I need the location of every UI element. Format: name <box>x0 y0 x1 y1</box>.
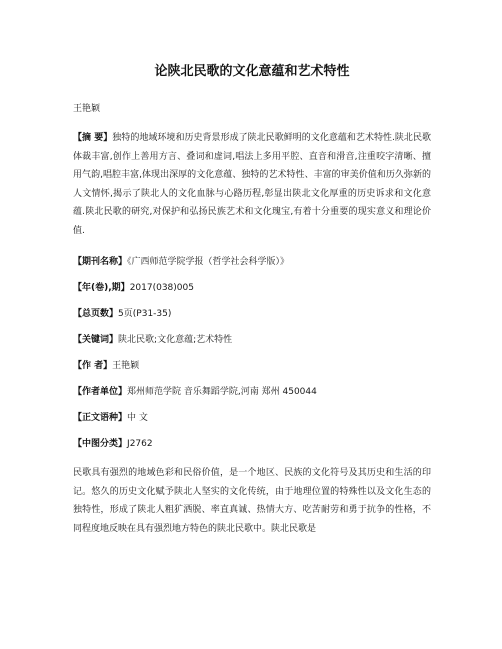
field-label: 【 正文语种 】 <box>73 413 127 423</box>
field-value: 中 文 <box>127 413 148 423</box>
field-label: 【 中图分类 】 <box>73 439 127 449</box>
field-value: 王艳颖 <box>112 361 140 371</box>
field-author <box>73 359 431 373</box>
field-value: 5页(P31-35) <box>118 309 172 319</box>
field-label: 【 作 者 】 <box>73 361 112 371</box>
field-label: 【 作者单位 】 <box>73 387 127 397</box>
field-label: 【 年(卷),期 】 <box>73 283 130 293</box>
article-title: 论陕北民歌的文化意蕴和艺术特性 <box>154 64 350 79</box>
field-journal <box>73 255 431 269</box>
field-language <box>73 411 431 425</box>
field-value: J2762 <box>127 439 153 449</box>
field-keywords <box>73 333 431 347</box>
field-label: 【 关键词 】 <box>73 335 118 345</box>
field-volume-issue <box>73 281 431 295</box>
field-value: 2017(038)005 <box>129 283 194 293</box>
field-classification <box>73 437 431 451</box>
field-value: 陕北民歌;文化意蕴;艺术特性 <box>118 335 233 345</box>
author-name: 王艳颖 <box>73 104 101 114</box>
field-value: 郑州师范学院 音乐舞蹈学院,河南 郑州 450044 <box>127 387 317 397</box>
abstract-label: 【 摘 要 】 <box>73 133 112 143</box>
field-label: 【 期刊名称 】 <box>73 257 127 267</box>
field-total-pages <box>73 307 431 321</box>
field-label: 【 总页数 】 <box>73 309 118 319</box>
field-value: 《广西师范学院学报（哲学社会科学版）》 <box>127 257 290 267</box>
body-paragraph: 民歌具有强烈的地域色彩和民俗价值，是一个地区、民族的文化符号及其历史和生活的印记。悠久的历史文化赋予陕北人坚实的文化传统，由于地理位置的特殊性以及文化生态的独特性，形成了陕北人粗犷洒脱、率直真诚、热情大方、吃苦耐劳和勇于抗争的性格，不同程度地反映在具有强烈地方特色的陕北民歌中。陕北民歌是 <box>73 468 431 534</box>
abstract <box>73 129 431 240</box>
field-affiliation <box>73 385 431 399</box>
abstract-text: 独特的地域环境和历史背景形成了陕北民歌鲜明的文化意蕴和艺术特性.陕北民歌体裁丰富,创作上善用方言、叠词和虚词,唱法上多用平腔、直音和滑音,注重咬字清晰、擅用气韵,唱腔丰富,体现出深厚的文化意蕴、独特的艺术特性、丰富的审美价值和历久弥新的人文情怀,揭示了陕北人的文化血脉与心路历程,彰显出陕北文化厚重的历史诉求和文化意蕴.陕北民歌的研究,对保护和弘扬民族艺术和文化瑰宝,有着十分重要的现实意义和理论价值. <box>73 133 431 236</box>
